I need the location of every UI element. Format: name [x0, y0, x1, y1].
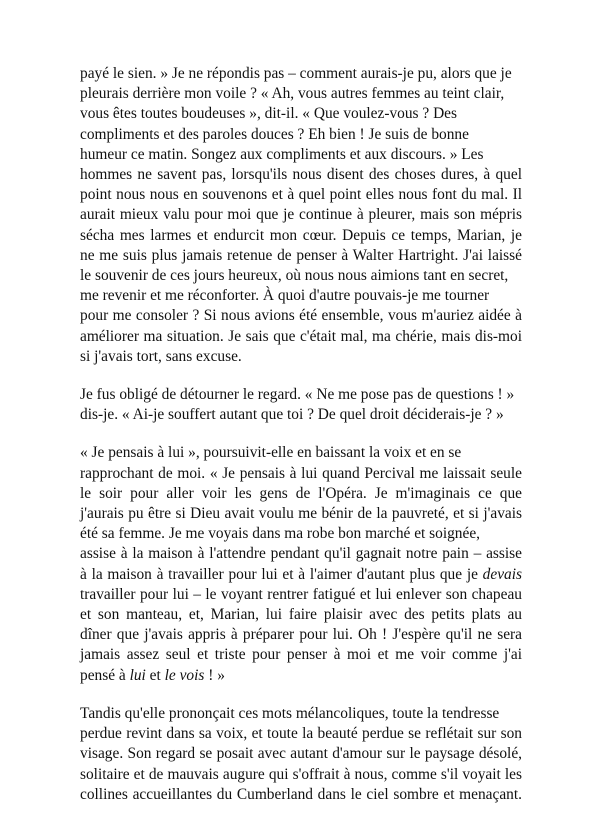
text-line: j'aurais pu être si Dieu avait voulu me bénir de la pauvreté, et si j'avais: [80, 505, 522, 523]
text-line: jamais assez seul et triste pour penser à moi et me voir comme j'ai: [80, 646, 522, 664]
paragraph-3: [80, 443, 522, 685]
text-line: me revenir et me réconforter. À quoi d'autre pouvais-je me tourner: [80, 287, 490, 305]
text-line: améliorer ma situation. Je sais que c'était mal, ma chérie, mais dis-moi: [80, 327, 522, 345]
text-line: solitaire et de mauvais augure qui s'offrait à nous, comme s'il voyait les: [80, 765, 522, 783]
text-line: été sa femme. Je me voyais dans ma robe bon marché et soignée,: [80, 525, 481, 543]
text-line: rapprochant de moi. « Je pensais à lui quand Percival me laissait seule: [80, 464, 522, 482]
text-line: [80, 565, 522, 585]
paragraph-2: [80, 385, 522, 425]
text-line: Tandis qu'elle prononçait ces mots mélancoliques, toute la tendresse: [80, 704, 500, 722]
emphasis-text: lui: [129, 666, 146, 684]
text-run: et: [145, 666, 165, 684]
text-line: pour me consoler ? Si nous avions été ensemble, vous m'auriez aidée à: [80, 307, 522, 325]
text-line: humeur ce matin. Songez aux compliments et aux discours. » Les: [80, 145, 484, 163]
text-line: le soir pour aller voir les gens de l'Opéra. Je m'imaginais ce que: [80, 484, 522, 502]
paragraph-4: [80, 704, 522, 805]
text-line: sécha mes larmes et endurcit mon cœur. Depuis ce temps, Marian, je: [80, 226, 522, 244]
text-line: ne me suis plus jamais retenue de penser à Walter Hartright. J'ai laissé: [80, 246, 522, 264]
text-line: collines accueillantes du Cumberland dans le ciel sombre et menaçant.: [80, 785, 522, 803]
text-line: assise à la maison à l'attendre pendant qu'il gagnait notre pain – assise: [80, 545, 522, 563]
text-run: à la maison à travailler pour lui et à l'aimer d'autant plus que je: [80, 565, 483, 583]
text-line: point nous nous en souvenons et à quel point elles nous font du mal. Il: [80, 186, 522, 204]
text-line: [80, 666, 522, 686]
text-line: visage. Son regard se posait avec autant d'amour sur le paysage désolé,: [80, 745, 522, 763]
text-run: pensé à: [80, 666, 130, 684]
text-line: « Je pensais à lui », poursuivit-elle en baissant la voix et en se: [80, 444, 462, 462]
text-line: si j'avais tort, sans excuse.: [80, 347, 242, 365]
text-line: et son manteau, et, Marian, lui faire plaisir avec des petits plats au: [80, 606, 522, 624]
text-line: Je fus obligé de détourner le regard. « Ne me pose pas de questions ! »: [80, 386, 515, 404]
emphasis-text: devais: [482, 565, 522, 583]
text-line: pleurais derrière mon voile ? « Ah, vous autres femmes au teint clair,: [80, 85, 505, 103]
text-line: payé le sien. » Je ne répondis pas – comment aurais-je pu, alors que je: [80, 65, 512, 82]
text-line: hommes ne savent pas, lorsqu'ils nous disent des choses dures, à quel: [80, 166, 522, 184]
text-line: travailler pour lui – le voyant rentrer fatigué et lui enlever son chapeau: [80, 585, 522, 603]
text-line: le souvenir de ces jours heureux, où nous nous aimions tant en secret,: [80, 267, 509, 285]
text-line: aurait mieux valu pour moi que je continue à pleurer, mais son mépris: [80, 206, 522, 224]
text-line: compliments et des paroles douces ? Eh bien ! Je suis de bonne: [80, 125, 469, 143]
paragraph-1: [80, 64, 522, 367]
text-line: dis-je. « Ai-je souffert autant que toi ? De quel droit déciderais-je ? »: [80, 406, 504, 424]
document-page: [80, 64, 522, 823]
emphasis-text: le vois: [164, 666, 205, 684]
text-line: perdue revint dans sa voix, et toute la beauté perdue se reflétait sur son: [80, 725, 522, 743]
text-run: ! »: [204, 666, 225, 684]
text-line: vous êtes toutes boudeuses », dit-il. « Que voulez-vous ? Des: [80, 105, 458, 123]
text-line: dîner que j'avais appris à préparer pour lui. Oh ! J'espère qu'il ne sera: [80, 626, 522, 644]
